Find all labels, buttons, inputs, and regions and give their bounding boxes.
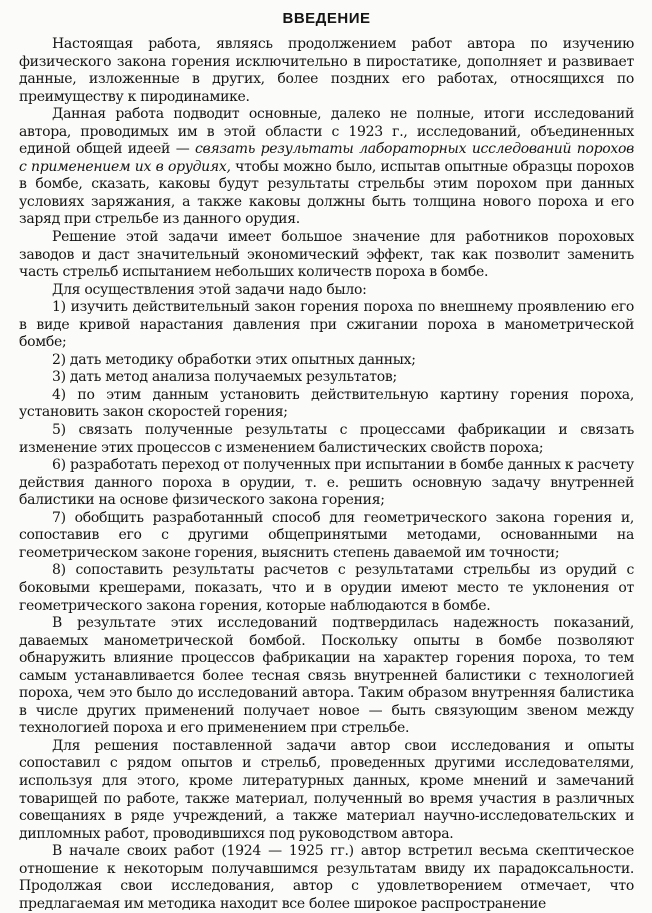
paragraph-2-emphasis: связать результаты лабораторных исследований порохов с применением их в орудиях, [19,141,634,175]
paragraph-1: Настоящая работа, являясь продолжением работ автора по изучению физического закона горения исключительно в пиростатике, дополняет и развивает данные, изложенные в других, более поздних его работах, относящихся по преимуществу к пиродинамике. [19,36,634,105]
paragraph-6: Для решения поставленной задачи автор свои исследования и опыты сопоставил с рядом опытов и стрельб, проведенных другими исследователями, используя для этого, кроме литературных данных, кроме мнений и замечаний товарищей по работе, также материал, полученный во время участия в различных совещаниях в ряде учреждений, а также материал научно-исследовательских и дипломных работ, проводившихся под руководством автора. [19,737,634,842]
paragraph-2-lead: Данная работа подводит основные, далеко не полные, итоги исследований автора, проводимых им в этой области с 1923 г., исследований, объединенных единой общей идеей — [19,106,634,158]
document-body [19,36,634,913]
list-item-4: 4) по этим данным установить действительную картину горения пороха, установить закон скоростей горения; [19,386,634,421]
list-item-7: 7) обобщить разработанный способ для геометрического закона горения и, сопоставив его с другими общепринятыми методами, основанными на геометрическом законе горения, выяснить степень даваемой им точности; [19,509,634,561]
paragraph-5: В результате этих исследований подтвердилась надежность показаний, даваемых манометрической бомбой. Поскольку опыты в бомбе позволяют обнаружить влияние процессов фабрикации на характер горения пороха, то тем самым устанавливается более тесная связь внутренней балистики с технологией пороха, чем это было до исследований автора. Таким образом внутренняя балистика в числе других применений получает новое — быть связующим звеном между технологией пороха и его применением при стрельбе. [19,615,634,737]
paragraph-3: Решение этой задачи имеет большое значение для работников пороховых заводов и даст значительный экономический эффект, так как позволит заменить часть стрельб испытанием небольших количеств пороха в бомбе. [19,229,634,281]
list-item-1: 1) изучить действительный закон горения пороха по внешнему проявлению его в виде кривой нарастания давления при сжигании пороха в манометрической бомбе; [19,299,634,351]
list-item-2: 2) дать методику обработки этих опытных данных; [52,351,416,368]
paragraph-4: Для осуществления этой задачи надо было: [52,281,367,298]
list-item-6: 6) разработать переход от полученных при испытании в бомбе данных к расчету действия данного пороха в орудии, т. е. решить основную задачу внутренней балистики на основе физического закона горения; [19,457,634,509]
list-item-8: 8) сопоставить результаты расчетов с результатами стрельбы из орудий с боковыми крешерами, показать, что и в орудии имеют место те уклонения от геометрического закона горения, которые наблюдаются в бомбе. [19,562,634,614]
paragraph-2 [19,106,634,229]
paragraph-7: В начале своих работ (1924 — 1925 гг.) автор встретил весьма скептическое отношение к некоторым получавшимся результатам ввиду их парадоксальности. Продолжая свои исследования, автор с удовлетворением отмечает, что предлагаемая им методика находит все более широкое распространение [19,843,634,912]
list-item-3: 3) дать метод анализа получаемых результатов; [52,369,397,386]
page-title: ВВЕДЕНИЕ [282,10,371,27]
list-item-5: 5) связать полученные результаты с процессами фабрикации и связать изменение этих процессов с изменением балистических свойств пороха; [19,422,634,456]
paragraph-2-tail: чтобы можно было, испытав опытные образцы порохов в бомбе, сказать, каковы будут результаты стрельбы этим порохом при данных условиях заряжания, а также каковы должны быть толщина нового пороха и его заряд при стрельбе из данного орудия. [19,158,634,228]
